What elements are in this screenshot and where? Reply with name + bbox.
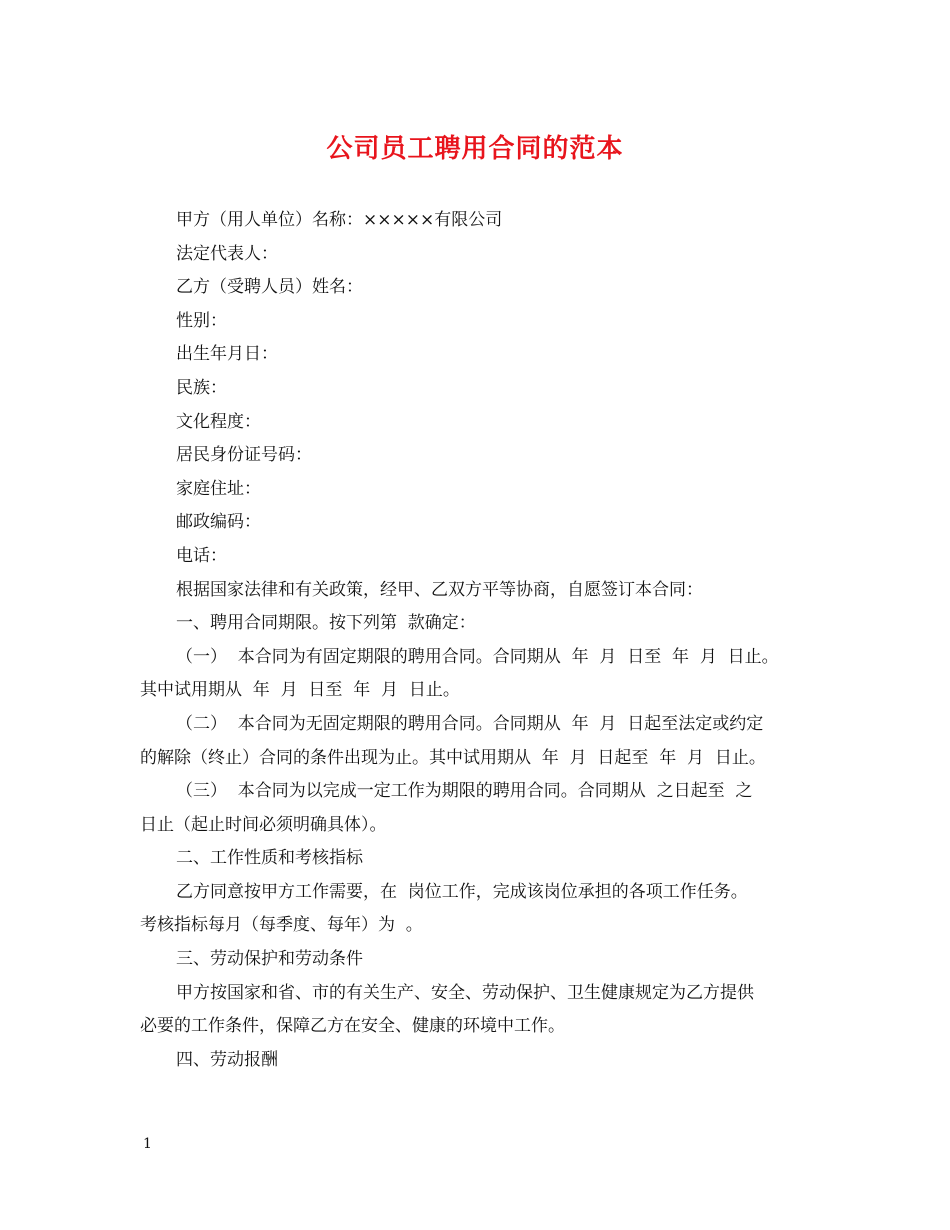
section-heading-remuneration: 四、劳动报酬 (176, 1049, 278, 1070)
education-field: 文化程度： (176, 411, 261, 432)
preamble-paragraph: 根据国家法律和有关政策，经甲、乙双方平等协商，自愿签订本合同： (176, 579, 703, 600)
party-b-name: 乙方（受聘人员）姓名： (176, 277, 363, 298)
legal-representative: 法定代表人： (176, 243, 278, 264)
clause-3-line-2: 日止（起止时间必须明确具体）。 (140, 814, 387, 835)
section-heading-protection: 三、劳动保护和劳动条件 (176, 949, 363, 970)
phone-field: 电话： (176, 545, 227, 566)
clause-1-line-1: （一） 本合同为有固定期限的聘用合同。合同期从 年 月 日至 年 月 日止。 (176, 646, 779, 667)
page-number: 1 (143, 1136, 152, 1152)
id-number-field: 居民身份证号码： (176, 445, 312, 466)
clause-1-line-2: 其中试用期从 年 月 日至 年 月 日止。 (140, 680, 460, 701)
section-heading-work: 二、工作性质和考核指标 (176, 848, 363, 869)
ethnicity-field: 民族： (176, 377, 227, 398)
section-heading-term: 一、聘用合同期限。按下列第 款确定： (176, 613, 476, 634)
birth-date-field: 出生年月日： (176, 344, 278, 365)
home-address-field: 家庭住址： (176, 478, 261, 499)
clause-2-line-1: （二） 本合同为无固定期限的聘用合同。合同期从 年 月 日起至法定或约定 (176, 713, 764, 734)
work-paragraph-line-2: 考核指标每月（每季度、每年）为 。 (140, 915, 423, 936)
clause-2-line-2: 的解除（终止）合同的条件出现为止。其中试用期从 年 月 日起至 年 月 日止。 (140, 747, 766, 768)
gender-field: 性别： (176, 310, 227, 331)
work-paragraph-line-1: 乙方同意按甲方工作需要，在 岗位工作，完成该岗位承担的各项工作任务。 (176, 881, 748, 902)
party-a-name: 甲方（用人单位）名称：×××××有限公司 (176, 210, 503, 230)
clause-3-line-1: （三） 本合同为以完成一定工作为期限的聘用合同。合同期从 之日起至 之 (176, 781, 753, 802)
protection-paragraph-line-1: 甲方按国家和省、市的有关生产、安全、劳动保护、卫生健康规定为乙方提供 (176, 982, 754, 1003)
protection-paragraph-line-2: 必要的工作条件，保障乙方在安全、健康的环境中工作。 (140, 1016, 565, 1037)
document-body (140, 204, 810, 1077)
postal-code-field: 邮政编码： (176, 512, 261, 533)
document-title: 公司员工聘用合同的范本 (326, 134, 624, 164)
